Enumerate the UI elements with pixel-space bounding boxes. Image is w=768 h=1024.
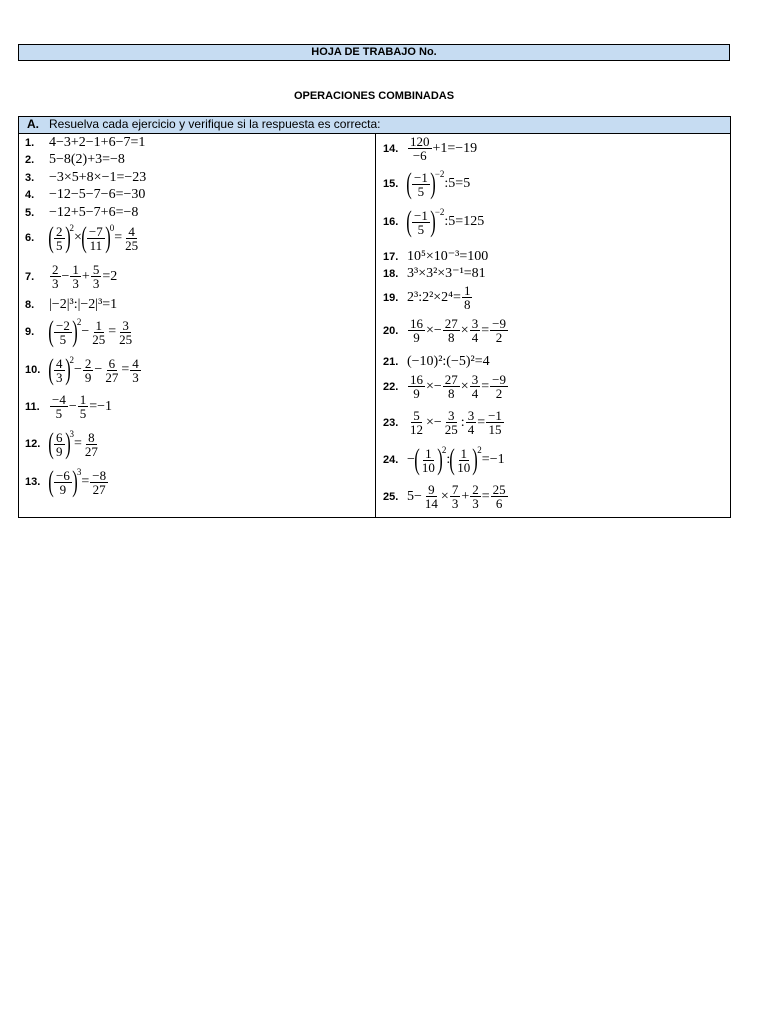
worksheet-title: HOJA DE TRABAJO No. bbox=[18, 44, 730, 61]
exercise-6: 6. ( $\frac{2}{5}$ ) 2 × ( $\frac{-7}{11}$ ) 0 = $\frac{4}{25}$ bbox=[25, 221, 139, 254]
exercise-table bbox=[18, 116, 731, 518]
exercise-14: 14. $\frac{120}{-6}$ +1=−19 bbox=[383, 134, 478, 163]
exercise-13: 13. ( $\frac{-6}{9}$ ) 3 = $\frac{-8}{27}$ bbox=[25, 465, 107, 498]
exercise-18: 18. 3³×3²×3⁻¹=81 bbox=[383, 266, 486, 281]
exercise-9: 9. ( $\frac{-2}{5}$ ) 2 − $\frac{1}{25}$ = $\frac{3}{25}$ bbox=[25, 315, 133, 348]
exercise-20: 20. $\frac{16}{9}$ ×− $\frac{27}{8}$ × $\frac{3}{4}$ = $\frac{-9}{2}$ bbox=[383, 316, 506, 345]
exercise-2: 2. 5−8(2)+3=−8 bbox=[25, 152, 125, 167]
exercise-7: 7. $\frac{2}{3}$ − $\frac{1}{3}$ + $\frac{5}{3}$ =2 bbox=[25, 262, 118, 291]
exercise-21: 21. (−10)²:(−5)²=4 bbox=[383, 354, 490, 369]
exercise-8: 8. |−2|³:|−2|³=1 bbox=[25, 297, 118, 312]
column-divider bbox=[375, 134, 376, 517]
exercise-24: 24. − ( $\frac{1}{10}$ ) 2 : ( $\frac{1}{10}$ ) 2 =−1 bbox=[383, 443, 505, 476]
exercise-5: 5. −12+5−7+6=−8 bbox=[25, 205, 139, 220]
exercise-10: 10. ( $\frac{4}{3}$ ) 2 − $\frac{2}{9}$ − $\frac{6}{27}$ = $\frac{4}{3}$ bbox=[25, 353, 139, 386]
exercise-25: 25. 5− $\frac{9}{14}$ × $\frac{7}{3}$ + $\frac{2}{3}$ = $\frac{25}{6}$ bbox=[383, 482, 506, 511]
instruction-letter: A. bbox=[27, 117, 39, 131]
exercise-23: 23. $\frac{5}{12}$ ×− $\frac{3}{25}$ : $\frac{3}{4}$ = $\frac{-1}{15}$ bbox=[383, 408, 502, 437]
exercise-17: 17. 10⁵×10⁻³=100 bbox=[383, 249, 489, 264]
exercise-3: 3. −3×5+8×−1=−23 bbox=[25, 170, 147, 185]
exercise-12: 12. ( $\frac{6}{9}$ ) 3 = $\frac{8}{27}$ bbox=[25, 427, 98, 460]
exercise-22: 22. $\frac{16}{9}$ ×− $\frac{27}{8}$ × $\frac{3}{4}$ = $\frac{-9}{2}$ bbox=[383, 372, 506, 401]
exercise-19: 19. 2³:2²×2⁴= $\frac{1}{8}$ bbox=[383, 283, 471, 312]
section-subtitle: OPERACIONES COMBINADAS bbox=[293, 90, 455, 102]
exercise-1: 1. 4−3+2−1+6−7=1 bbox=[25, 135, 146, 150]
instruction-text: Resuelva cada ejercicio y verifique si la respuesta es correcta: bbox=[49, 117, 381, 131]
exercise-4: 4. −12−5−7−6=−30 bbox=[25, 187, 146, 202]
instruction-row bbox=[19, 117, 730, 134]
exercise-15: 15. ( $\frac{-1}{5}$ ) −2 :5=5 bbox=[383, 167, 471, 200]
exercise-16: 16. ( $\frac{-1}{5}$ ) −2 :5=125 bbox=[383, 205, 485, 238]
exercise-11: 11. $\frac{-4}{5}$ − $\frac{1}{5}$ =−1 bbox=[25, 392, 113, 421]
